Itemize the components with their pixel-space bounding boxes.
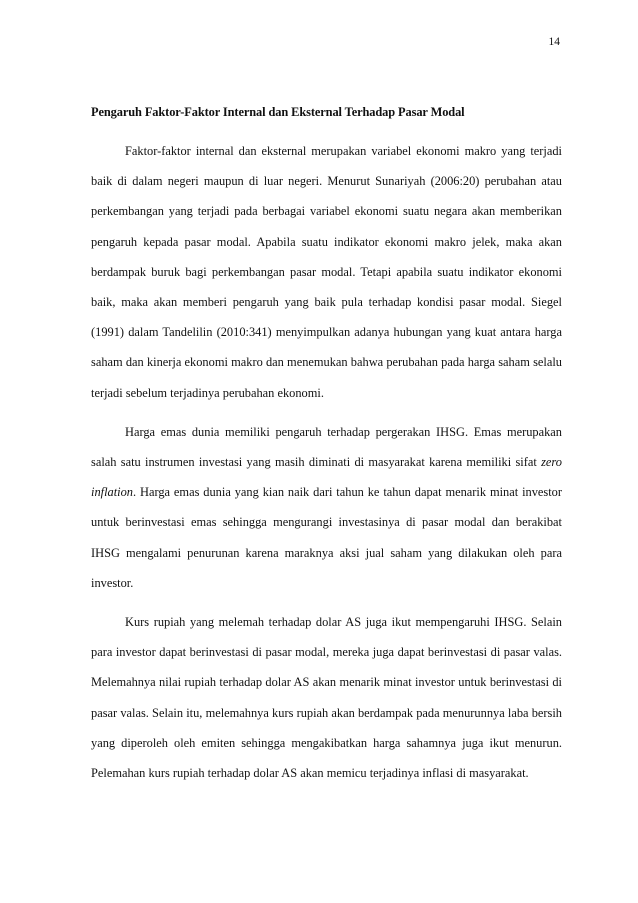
document-body bbox=[91, 104, 562, 797]
paragraph-gold-price-text-after: . Harga emas dunia yang kian naik dari tahun ke tahun dapat menarik minat investor untuk berinvestasi emas sehingga mengurangi investasinya di pasar modal dan berakibat IHSG mengalami penurunan karena maraknya aksi jual saham yang dilakukan oleh para investor. bbox=[91, 485, 562, 590]
zero-inflation-term: zero inflation bbox=[91, 455, 562, 500]
paragraph-rupiah-exchange-rate: Kurs rupiah yang melemah terhadap dolar AS juga ikut mempengaruhi IHSG. Selain para investor dapat berinvestasi di pasar modal, mereka juga dapat berinvestasi di pasar valas. Melemahnya nilai rupiah terhadap dolar AS akan menarik minat investor untuk berinvestasi di pasar valas. Selain itu, melemahnya kurs rupiah akan berdampak pada menurunnya laba bersih yang diperoleh oleh emiten sehingga mengakibatkan harga sahamnya juga ikut menurun. Pelemahan kurs rupiah terhadap dolar AS akan memicu terjadinya inflasi di masyarakat. bbox=[91, 615, 562, 781]
page-number: 14 bbox=[548, 36, 560, 48]
paragraph-gold-price bbox=[91, 417, 562, 598]
paragraph-internal-external-factors: Faktor-faktor internal dan eksternal merupakan variabel ekonomi makro yang terjadi baik di dalam negeri maupun di luar negeri. Menurut Sunariyah (2006:20) perubahan atau perkembangan yang terjadi pada berbagai variabel ekonomi suatu negara akan memberikan pengaruh kepada pasar modal. Apabila suatu indikator ekonomi makro jelek, maka akan berdampak buruk bagi perkembangan pasar modal. Tetapi apabila suatu indikator ekonomi baik, maka akan memberi pengaruh yang baik pula terhadap kondisi pasar modal. Siegel (1991) dalam Tandelilin (2010:341) menyimpulkan adanya hubungan yang kuat antara harga saham dan kinerja ekonomi makro dan menemukan bahwa perubahan pada harga saham selalu terjadi sebelum terjadinya perubahan ekonomi. bbox=[91, 144, 562, 400]
section-heading: Pengaruh Faktor-Faktor Internal dan Eksternal Terhadap Pasar Modal bbox=[91, 105, 465, 119]
paragraph-gold-price-text-before: Harga emas dunia memiliki pengaruh terhadap pergerakan IHSG. Emas merupakan salah satu instrumen investasi yang masih diminati di masyarakat karena memiliki sifat bbox=[91, 424, 562, 470]
